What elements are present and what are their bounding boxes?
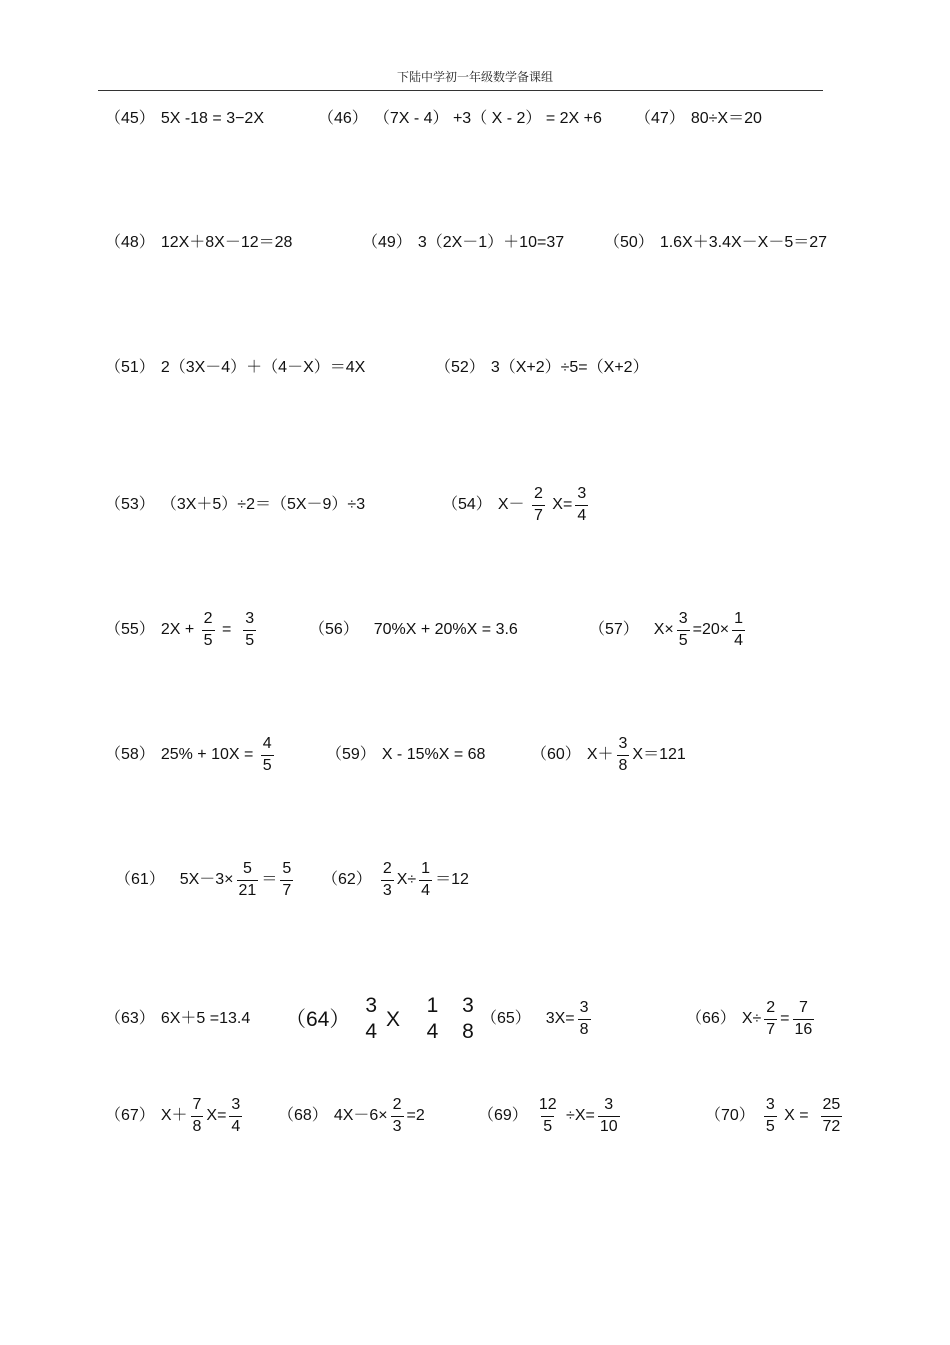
fraction [425,995,441,1043]
fraction-numerator: 2 [392,1095,402,1113]
problem-51 [105,338,365,398]
fraction [243,611,256,650]
equation-text: =2 [406,1107,425,1124]
equation-text: 70%X + 20%X = 3.6 [364,621,518,638]
problem-number: （61） [115,871,165,888]
problem-59 [326,725,485,785]
problem-69 [478,1086,623,1146]
problem-number: （51） [105,359,155,376]
fraction-denominator: 72 [822,1117,841,1135]
fraction [381,861,394,900]
fraction-numerator: 3 [618,734,628,752]
equation-text: ÷X= [561,1107,595,1124]
fraction-numerator: 12 [538,1095,557,1113]
problem-56 [309,600,518,660]
fraction [191,1097,204,1136]
fraction-denominator: 5 [203,631,213,649]
fraction [532,486,545,525]
problem-62 [322,850,469,910]
fraction-numerator: 4 [262,734,272,752]
problem-50 [604,213,827,273]
equation-text: 12X＋8X－12＝28 [160,234,293,251]
equation-text: X－ [497,496,529,513]
fraction-numerator: 7 [798,998,808,1016]
problem-number: （57） [589,621,639,638]
fraction [821,1097,843,1136]
equation-text: ＝ [261,871,278,888]
problem-number: （47） [635,110,685,127]
fraction-denominator: 7 [533,506,543,524]
problem-53 [105,475,365,535]
problem-65 [481,989,594,1049]
fraction-numerator: 2 [203,609,213,627]
problem-number: （63） [105,1010,155,1027]
fraction [261,736,274,775]
fraction-denominator: 5 [245,631,255,649]
equation-text: X＋ [586,746,614,763]
fraction-denominator: 7 [766,1020,776,1038]
fraction [237,861,259,900]
fraction [578,1000,591,1039]
page-header: 下陆中学初一年级数学备课组 [396,70,553,84]
equation-text: = [217,621,241,638]
equation-text: X [386,1007,418,1031]
problem-55 [105,600,259,660]
fraction [363,995,379,1043]
problem-number: （45） [105,110,155,127]
fraction [764,1097,777,1136]
problem-52 [435,338,649,398]
equation-text: = [780,1010,790,1027]
equation-text: 1.6X＋3.4X－X－5＝27 [659,234,828,251]
problem-number: （67） [105,1107,155,1124]
fraction-denominator: 10 [599,1117,618,1135]
problem-70 [705,1086,845,1146]
fraction [764,1000,777,1039]
equation-text: X = [779,1107,818,1124]
problem-number: （48） [105,234,155,251]
fraction-denominator: 8 [579,1020,589,1038]
fraction-denominator: 3 [392,1117,402,1135]
equation-text: 5X－3× [170,871,234,888]
equation-text: X＋ [160,1107,188,1124]
problem-number: （60） [531,746,581,763]
equation-text: X＝121 [632,746,686,763]
problem-number: （64） [285,1007,351,1031]
problem-45 [105,89,264,149]
fraction-numerator: 3 [231,1095,241,1113]
fraction-numerator: 25 [822,1095,841,1113]
equation-text: X= [547,496,573,513]
problem-46 [318,89,602,149]
problem-number: （56） [309,621,359,638]
problem-number: （55） [105,621,155,638]
fraction-numerator: 5 [282,859,292,877]
equation-text: X= [206,1107,227,1124]
equation-text: 2X + [160,621,199,638]
fraction-denominator: 16 [794,1020,813,1038]
fraction-numerator: 7 [192,1095,202,1113]
fraction-denominator: 4 [365,1020,378,1043]
problem-number: （54） [442,496,492,513]
fraction-denominator: 4 [426,1020,439,1043]
equation-text: ＝12 [435,871,469,888]
problem-61 [115,850,296,910]
fraction-denominator: 5 [765,1117,775,1135]
problem-54 [442,475,591,535]
fraction [460,995,476,1043]
equation-text: （3X＋5）÷2＝（5X－9）÷3 [160,496,366,513]
fraction-numerator: 2 [766,998,776,1016]
fraction-denominator: 4 [421,881,431,899]
equation-text: 3X= [536,1010,575,1027]
problem-number: （53） [105,496,155,513]
equation-text: 4X－6× [333,1107,388,1124]
problem-number: （65） [481,1010,531,1027]
fraction [537,1097,559,1136]
equation-text: 25% + 10X = [160,746,258,763]
fraction-numerator: 3 [245,609,255,627]
problem-number: （66） [686,1010,736,1027]
equation-text [447,1009,453,1030]
fraction [391,1097,404,1136]
fraction [677,611,690,650]
problem-number: （59） [326,746,376,763]
fraction [575,486,588,525]
fraction-denominator: 4 [734,631,744,649]
problem-number: （49） [362,234,412,251]
problem-63 [105,989,250,1049]
fraction-numerator: 1 [421,859,431,877]
fraction-denominator: 8 [192,1117,202,1135]
problem-67 [105,1086,245,1146]
fraction-denominator: 3 [382,881,392,899]
problem-68 [278,1086,425,1146]
fraction-denominator: 21 [238,881,257,899]
equation-text: 80÷X＝20 [690,110,762,127]
problem-number: （69） [478,1107,528,1124]
equation-text: 6X＋5 =13.4 [160,1010,251,1027]
problem-number: （58） [105,746,155,763]
fraction-numerator: 3 [579,998,589,1016]
problem-47 [635,89,762,149]
equation-text: X÷ [396,871,417,888]
fraction [617,736,630,775]
fraction-numerator: 5 [242,859,252,877]
problem-number: （50） [604,234,654,251]
problem-58 [105,725,277,785]
equation-text: X÷ [741,1010,762,1027]
equation-text: 2（3X－4）＋（4－X）＝4X [160,359,366,376]
fraction [229,1097,242,1136]
problem-66 [686,989,817,1049]
problem-49 [362,213,564,273]
problem-number: （46） [318,110,368,127]
fraction [793,1000,815,1039]
equation-text: 5X -18 = 3−2X [160,110,264,127]
fraction-denominator: 4 [577,506,587,524]
fraction-numerator: 3 [365,993,378,1017]
fraction-numerator: 3 [577,484,587,502]
fraction [419,861,432,900]
fraction [202,611,215,650]
problem-number: （52） [435,359,485,376]
fraction-denominator: 8 [618,756,628,774]
equation-text: 3（2X－1）＋10=37 [417,234,565,251]
problem-number: （68） [278,1107,328,1124]
fraction-numerator: 3 [765,1095,775,1113]
problem-60 [531,725,686,785]
fraction [598,1097,620,1136]
fraction [280,861,293,900]
equation-text: X× [644,621,674,638]
fraction-denominator: 7 [282,881,292,899]
fraction-denominator: 4 [231,1117,241,1135]
fraction-numerator: 1 [734,609,744,627]
problem-number: （70） [705,1107,755,1124]
fraction-numerator: 3 [604,1095,614,1113]
equation-text: X - 15%X = 68 [381,746,486,763]
fraction-denominator: 5 [678,631,688,649]
fraction-numerator: 2 [533,484,543,502]
fraction-numerator: 2 [382,859,392,877]
fraction-denominator: 5 [543,1117,553,1135]
fraction-numerator: 3 [678,609,688,627]
problem-64 [285,989,483,1049]
fraction [732,611,745,650]
fraction-numerator: 3 [462,993,474,1017]
fraction-denominator: 5 [262,756,272,774]
problem-57 [589,600,748,660]
equation-text: （7X - 4） +3（ X - 2） = 2X +6 [373,110,602,127]
fraction-numerator: 1 [426,993,439,1017]
equation-text: 3（X+2）÷5=（X+2） [490,359,649,376]
fraction-denominator: 8 [462,1020,474,1043]
problem-number: （62） [322,871,372,888]
problem-48 [105,213,292,273]
equation-text: =20× [692,621,730,638]
